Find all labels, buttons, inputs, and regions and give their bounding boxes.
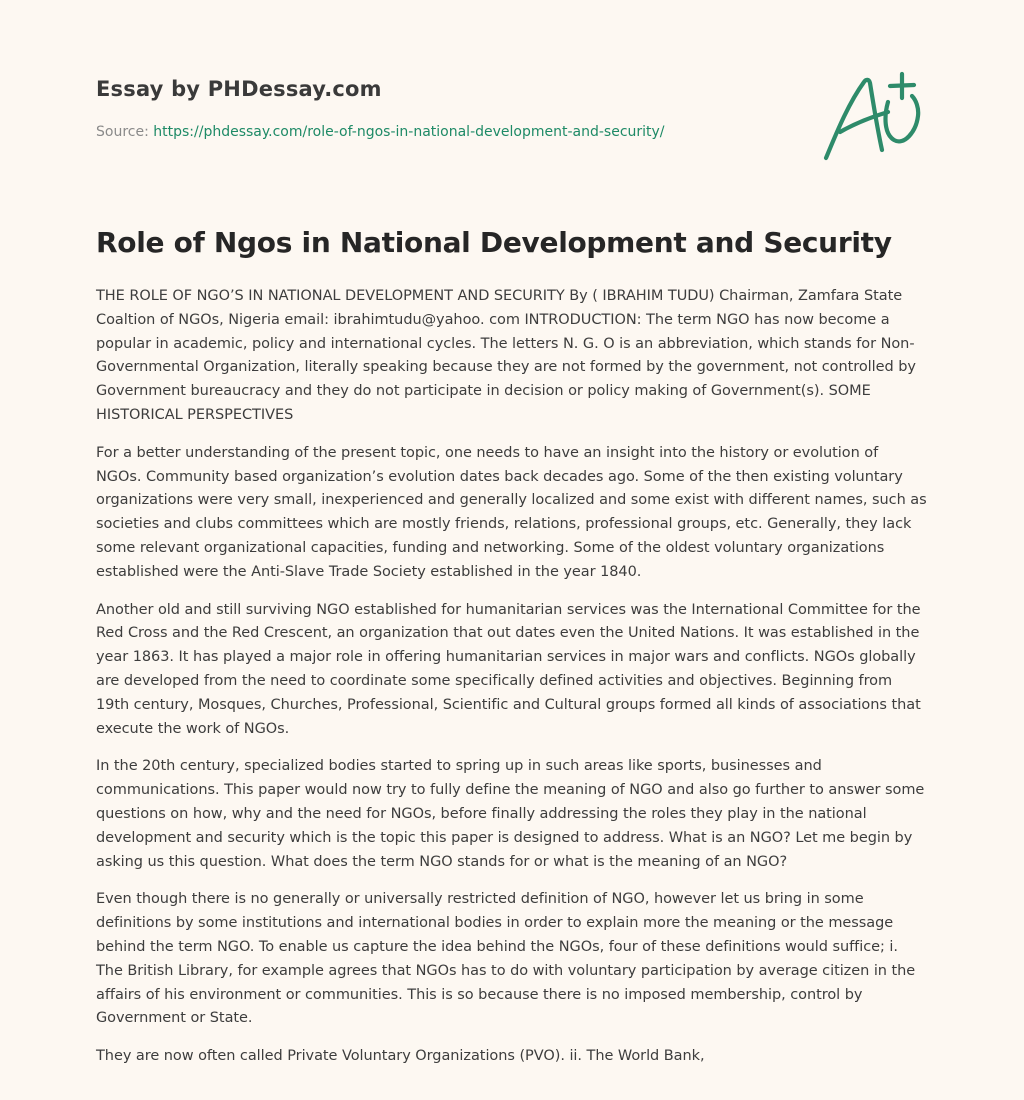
article-body — [96, 285, 928, 1083]
article-paragraph: They are now often called Private Voluntary Organizations (PVO). ii. The World Bank, — [96, 1048, 705, 1065]
article-paragraph: In the 20th century, specialized bodies started to spring up in such areas like sports, businesses and communications. This paper would now try to fully define the meaning of NGO and also go further to answer some questions on how, why and the need for NGOs, before finally addressing the roles they play in the national development and security which is the topic this paper is designed to address. What is an NGO? Let me begin by asking us this question. What does the term NGO stands for or what is the meaning of an NGO? — [96, 758, 925, 870]
source-label: Source: — [96, 124, 149, 140]
article-paragraph: Even though there is no generally or universally restricted definition of NGO, however let us bring in some definitions by some institutions and international bodies in order to explain more the meaning or the message behind the term NGO. To enable us capture the idea behind the NGOs, four of these definitions would suffice; i. The British Library, for example agrees that NGOs has to do with voluntary participation by average citizen in the affairs of his environment or communities. This is so because there is no imposed membership, control by Government or State. — [96, 891, 916, 1027]
article-paragraph: THE ROLE OF NGO’S IN NATIONAL DEVELOPMENT AND SECURITY By ( IBRAHIM TUDU) Chairman, Zamfara State Coaltion of NGOs, Nigeria email: ibrahimtudu@yahoo. com INTRODUCTION: The term NGO has now become a popular in academic, policy and international cycles. The letters N. G. O is an abbreviation, which stands for Non-Governmental Organization, literally speaking because they are not formed by the government, not controlled by Government bureaucracy and they do not participate in decision or policy making of Government(s). SOME HISTORICAL PERSPECTIVES — [96, 288, 916, 423]
site-brand: Essay by PHDessay.com — [96, 77, 382, 101]
source-line — [96, 124, 665, 140]
source-link[interactable]: https://phdessay.com/role-of-ngos-in-national-development-and-security/ — [153, 124, 665, 140]
article-paragraph: For a better understanding of the present topic, one needs to have an insight into the history or evolution of NGOs. Community based organization’s evolution dates back decades ago. Some of the then existing voluntary organizations were very small, inexperienced and generally localized and some exist with different names, such as societies and clubs committees which are mostly friends, relations, professional groups, etc. Generally, they lack some relevant organizational capacities, funding and networking. Some of the oldest voluntary organizations established were the Anti-Slave Trade Society established in the year 1840. — [96, 444, 927, 580]
article-paragraph: Another old and still surviving NGO established for humanitarian services was the International Committee for the Red Cross and the Red Crescent, an organization that out dates even the United Nations. It was established in the year 1863. It has played a major role in offering humanitarian services in major wars and conflicts. NGOs globally are developed from the need to coordinate some specifically defined activities and objectives. Beginning from 19th century, Mosques, Churches, Professional, Scientific and Cultural groups formed all kinds of associations that execute the work of NGOs. — [96, 601, 921, 737]
article-title: Role of Ngos in National Development and Security — [96, 226, 892, 259]
a-plus-logo-icon — [822, 66, 928, 166]
